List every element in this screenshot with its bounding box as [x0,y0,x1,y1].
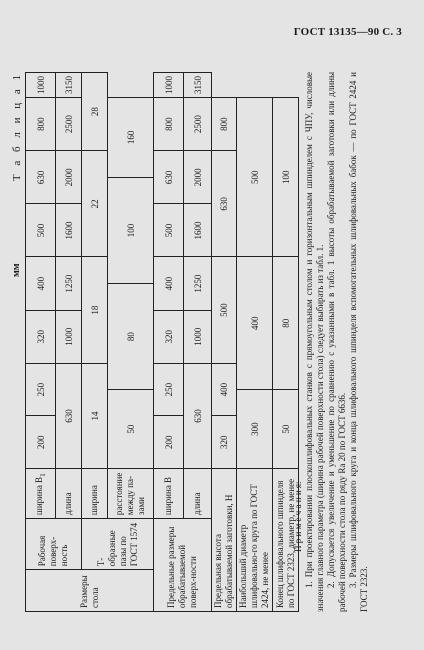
cell-d: 300 [237,390,273,469]
row-label-spindle-end: Конец шлифовального шпинделя по ГОСТ 2323, диаметр, не менее [273,469,299,612]
table-row [154,73,184,612]
cell-h: 800 [212,98,237,151]
cell-b: 200 [154,416,184,469]
cell-b: 800 [154,98,184,151]
cell-slot-distance: 50 [108,390,154,469]
cell-l1: 1600 [56,204,82,257]
row-label-slot-distance: расстояние между па-зами [108,469,154,519]
cell-b: 250 [154,363,184,416]
cell-b1: 250 [26,363,56,416]
cell-l: 1600 [184,204,212,257]
note-3: 3. Размеры шлифовального круга и конца шлифовального шпинделя вспомогательных шлифовальных бабок — по ГОСТ 2424 и ГОСТ 2323. [348,72,369,612]
cell-b: 320 [154,310,184,363]
cell-spindle: 100 [273,98,299,258]
cell-b1: 630 [26,151,56,204]
note-1: 1. При проектировании плоскошлифовальных станков с прямоугольным столом и горизонтальным шпинделем с ЧПУ, числовые значения главного параметра (ширина рабочей поверхности стола) следует выбирать из табл. 1. [304,72,325,612]
cell-l1: 3150 [56,73,82,98]
cell-b1: 1000 [26,73,56,98]
cell-l: 3150 [184,73,212,98]
cell-l1: 2000 [56,151,82,204]
cell-slot-width: 18 [82,257,108,363]
cell-b1: 400 [26,257,56,310]
cell-l: 1250 [184,257,212,310]
cell-b: 400 [154,257,184,310]
cell-d: 500 [237,98,273,258]
cell-b1: 320 [26,310,56,363]
cell-l: 2500 [184,98,212,151]
cell-slot-distance: 160 [108,98,154,178]
cell-slot-distance: 100 [108,177,154,283]
cell-l1: 1000 [56,310,82,363]
cell-slot-width: 22 [82,151,108,257]
row-label-limit-sizes: Предельные размеры обрабатываемой поверх-ности [154,519,212,612]
cell-h: 400 [212,363,237,416]
rotated-page-content [11,72,380,612]
cell-b1: 200 [26,416,56,469]
row-label-max-diameter: Наибольший диаметр шлифовально-го круга по ГОСТ 2424, не менее [237,469,273,612]
cell-l1: 2500 [56,98,82,151]
cell-spindle: 50 [273,390,299,469]
table-row [212,73,237,612]
table-row [82,73,108,612]
cell-d: 400 [237,257,273,390]
cell-slot-distance: 80 [108,284,154,390]
page-header: ГОСТ 13135—90 С. 3 [293,26,402,38]
row-label-width-b1: ширина $B_1$ [26,469,56,519]
notes-block [293,72,370,612]
row-label-width-b: ширина B [154,469,184,519]
cell-h: 320 [212,416,237,469]
note-2: 2. Допускается увеличение и уменьшение по сравнению с указанными в табл. 1 высоты обрабатываемой заготовки или длины рабочей поверхности стола по ряду Ra 20 по ГОСТ 6636. [326,72,347,612]
cell-b: 500 [154,204,184,257]
row-label-table-size: Размеры стола [26,570,154,612]
notes-heading: П р и м е ч а н и я: [293,481,303,552]
cell-slot-width: 14 [82,363,108,468]
cell-l: 1000 [184,310,212,363]
cell-b1: 800 [26,98,56,151]
cell-l: 2000 [184,151,212,204]
cell-b1: 500 [26,204,56,257]
row-label-length: длина [56,469,82,519]
cell-b: 1000 [154,73,184,98]
cell-l1: 1250 [56,257,82,310]
table-row [26,73,56,612]
cell-l1: 630 [56,363,82,468]
cell-spindle: 80 [273,257,299,390]
cell-l: 630 [184,363,212,468]
row-label-working-surface: Рабочая поверх-ность [26,519,82,570]
row-label-max-height: Предельная высота обрабатываемой заготовки, Н [212,469,237,612]
table-row [237,73,273,612]
unit-label: мм [11,263,22,277]
cell-h: 500 [212,257,237,363]
row-label-width: ширина [82,469,108,519]
cell-b: 630 [154,151,184,204]
cell-h: 630 [212,151,237,257]
cell-slot-width: 28 [82,73,108,151]
row-label-length: длина [184,469,212,519]
parameters-table [25,72,299,612]
row-label-t-slots: Т-образные пазы по ГОСТ 1574 [82,519,154,570]
table-title: Т а б л и ц а 1 [11,72,23,182]
